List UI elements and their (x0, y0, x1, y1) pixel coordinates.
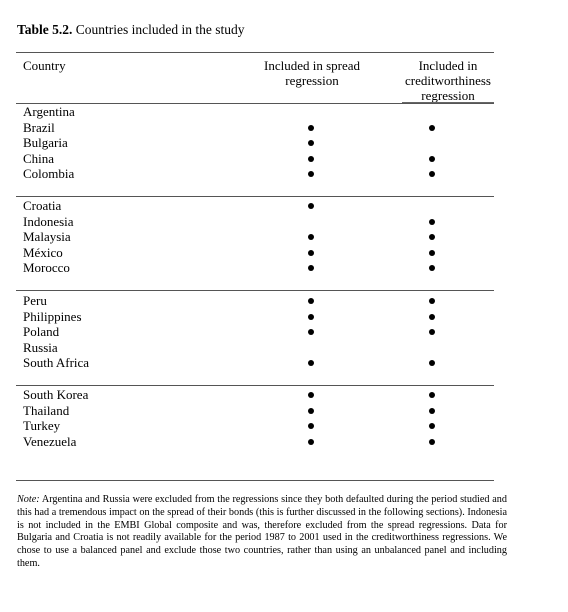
credit-included-dot (429, 265, 435, 271)
country-name: Colombia (23, 166, 75, 182)
country-name: Thailand (23, 402, 70, 418)
header-creditworthiness (384, 58, 512, 103)
table-row (16, 418, 494, 434)
country-name: China (23, 150, 55, 166)
spread-included-dot (308, 203, 314, 209)
table-row (16, 214, 494, 230)
credit-included-dot (429, 250, 435, 256)
header-country: Country (23, 58, 66, 73)
country-name: México (23, 244, 63, 260)
country-name: Malaysia (23, 229, 71, 245)
group-divider-rule (16, 196, 494, 197)
credit-included-dot (429, 171, 435, 177)
credit-included-dot (429, 423, 435, 429)
table-row (16, 403, 494, 419)
country-name: Bulgaria (23, 135, 68, 151)
country-name: Philippines (23, 308, 82, 324)
note-label: Note: (17, 494, 40, 505)
country-name: Peru (23, 293, 47, 308)
table-row (16, 104, 494, 120)
country-name: Poland (23, 324, 60, 340)
spread-included-dot (308, 265, 314, 271)
spread-included-dot (308, 156, 314, 162)
credit-included-dot (429, 408, 435, 414)
group-divider-rule (16, 480, 494, 481)
table-row (16, 324, 494, 340)
table-note (17, 494, 507, 571)
table-row (16, 198, 494, 214)
table-row (16, 151, 494, 167)
table-caption (17, 22, 245, 38)
country-name: South Africa (23, 355, 90, 371)
table-title: Countries included in the study (75, 22, 245, 37)
note-text: Argentina and Russia were excluded from the regressions since they both defaulted during the period studied and this had a tremendous impact on the spread of their bonds (this is further discussed in the following sections). Indonesia is not included in the EMBI Global composite and was, therefore excluded from the spread regressions. Data for Bulgaria and Croatia is not readily available for the period 1987 to 2001 used in the creditworthiness regressions. We chose to use a balanced panel and exclude those two countries, rather than using an unbalanced panel and including them. (17, 494, 507, 569)
spread-included-dot (308, 314, 314, 320)
table-number: Table 5.2. (17, 22, 73, 37)
table-top-rule (16, 52, 494, 53)
table-row (16, 229, 494, 245)
spread-included-dot (308, 439, 314, 445)
credit-included-dot (429, 314, 435, 320)
table-row (16, 135, 494, 151)
country-name: Morocco (23, 260, 70, 276)
group-divider-rule (16, 290, 494, 291)
table-row (16, 166, 494, 182)
spread-included-dot (308, 140, 314, 146)
country-name: Brazil (23, 119, 55, 135)
country-name: Indonesia (23, 213, 74, 229)
credit-included-dot (429, 219, 435, 225)
credit-included-dot (429, 234, 435, 240)
credit-included-dot (429, 360, 435, 366)
group-divider-rule (16, 385, 494, 386)
table-row (16, 260, 494, 276)
spread-included-dot (308, 250, 314, 256)
country-name: Russia (23, 339, 58, 355)
header-credit-line: creditworthiness (405, 73, 491, 88)
table-row (16, 120, 494, 136)
country-name: Argentina (23, 104, 75, 119)
table-row (16, 245, 494, 261)
header-spread-line: regression (285, 73, 339, 88)
country-name: Venezuela (23, 433, 77, 449)
table-row (16, 293, 494, 309)
header-spread-line: Included in spread (263, 58, 361, 73)
spread-included-dot (308, 392, 314, 398)
spread-included-dot (308, 125, 314, 131)
country-name: Croatia (23, 198, 62, 213)
credit-included-dot (429, 392, 435, 398)
table-row (16, 340, 494, 356)
credit-included-dot (429, 329, 435, 335)
credit-included-dot (429, 439, 435, 445)
country-name: South Korea (23, 387, 89, 402)
table-row (16, 355, 494, 371)
credit-included-dot (429, 156, 435, 162)
country-name: Turkey (23, 418, 61, 434)
spread-included-dot (308, 408, 314, 414)
header-credit-line: Included in (418, 58, 478, 73)
header-credit-line: regression (421, 88, 475, 103)
spread-included-dot (308, 171, 314, 177)
spread-included-dot (308, 234, 314, 240)
table-row (16, 309, 494, 325)
table-row (16, 387, 494, 403)
spread-included-dot (308, 423, 314, 429)
table-row (16, 434, 494, 450)
spread-included-dot (308, 360, 314, 366)
header-spread (252, 58, 372, 88)
credit-included-dot (429, 125, 435, 131)
credit-included-dot (429, 298, 435, 304)
spread-included-dot (308, 329, 314, 335)
spread-included-dot (308, 298, 314, 304)
